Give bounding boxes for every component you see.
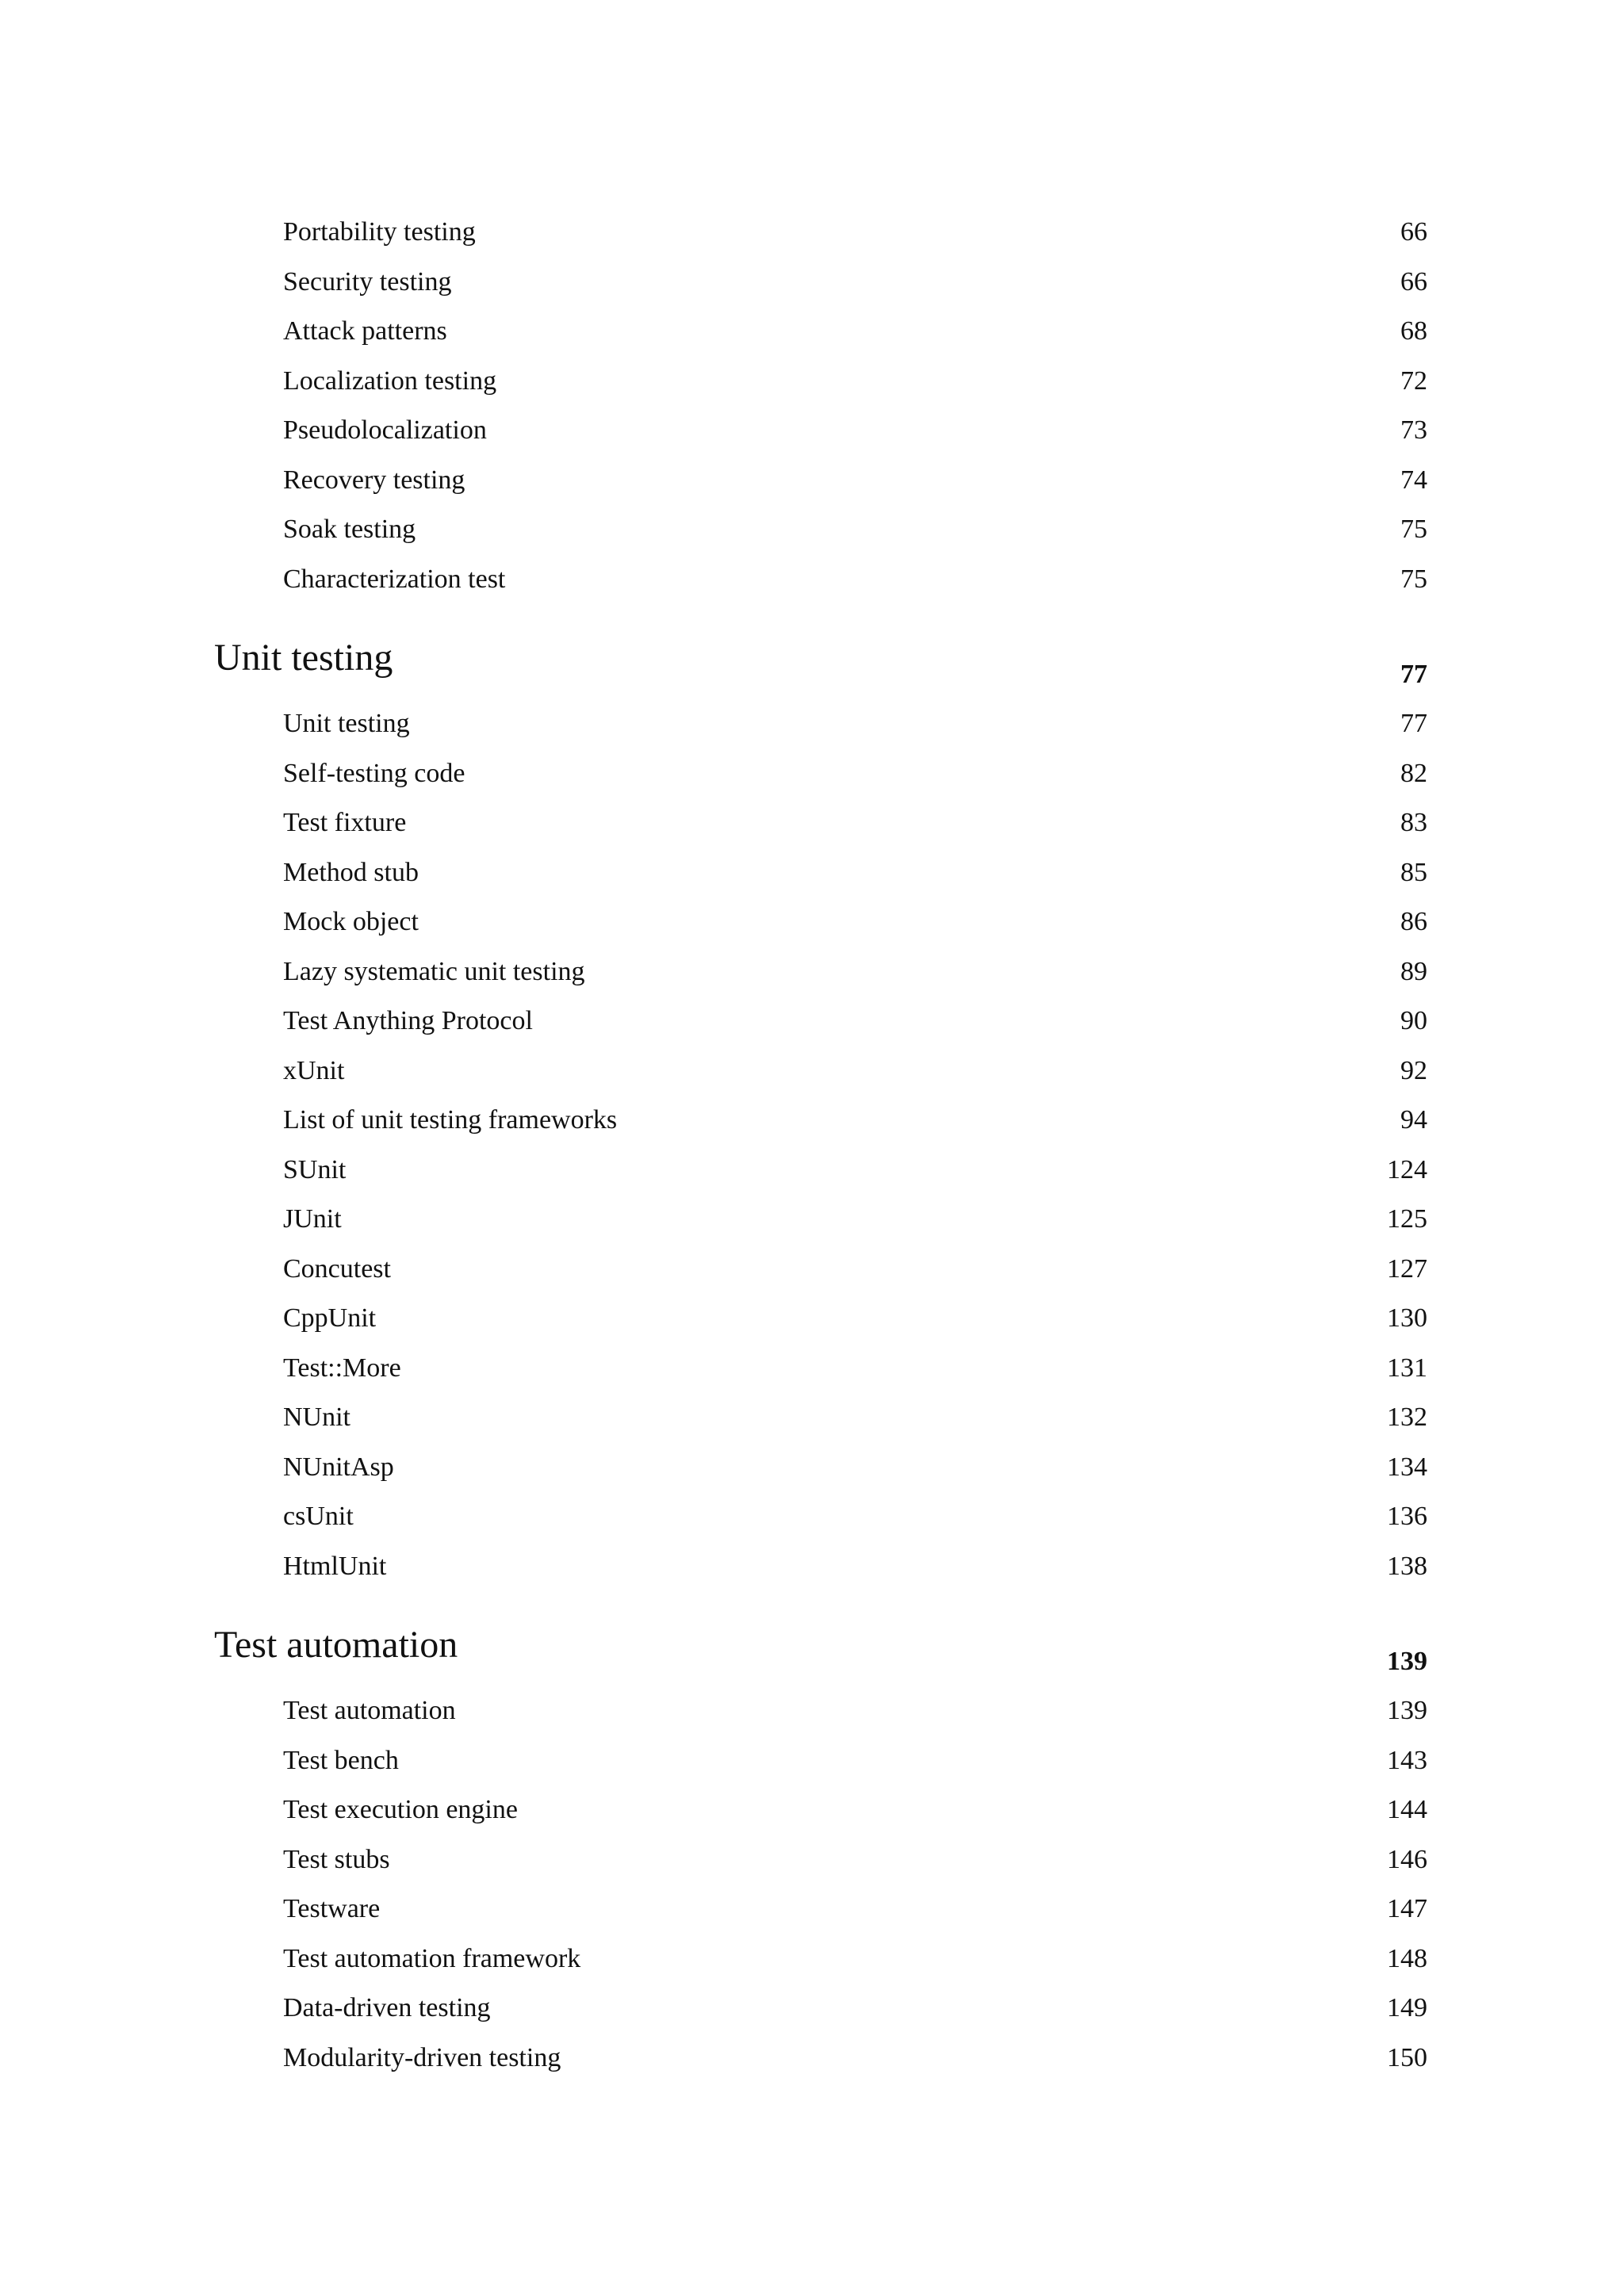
page-number: 138 bbox=[1387, 1551, 1427, 1581]
toc-entry bbox=[214, 1542, 1427, 1592]
toc-entry bbox=[214, 1245, 1427, 1295]
entry-title: Portability testing bbox=[283, 217, 476, 247]
toc-entry bbox=[214, 1146, 1427, 1196]
table-of-contents bbox=[214, 208, 1427, 2083]
page-number: 74 bbox=[1400, 465, 1427, 495]
toc-entry bbox=[214, 1443, 1427, 1493]
page-number: 149 bbox=[1387, 1993, 1427, 2022]
entry-title: Unit testing bbox=[283, 709, 410, 738]
toc-entry bbox=[214, 505, 1427, 555]
toc-entry bbox=[214, 1934, 1427, 1984]
page-number: 90 bbox=[1400, 1006, 1427, 1035]
page-number: 150 bbox=[1387, 2042, 1427, 2072]
toc-entry bbox=[214, 1393, 1427, 1443]
entry-title: JUnit bbox=[283, 1204, 342, 1234]
toc-section-heading bbox=[214, 1591, 1427, 1686]
toc-entry bbox=[214, 1885, 1427, 1934]
toc-entry bbox=[214, 307, 1427, 357]
page-number: 144 bbox=[1387, 1795, 1427, 1824]
entry-title: Concutest bbox=[283, 1253, 391, 1284]
toc-entry bbox=[214, 1195, 1427, 1245]
page-number: 146 bbox=[1387, 1844, 1427, 1874]
toc-entry bbox=[214, 208, 1427, 258]
toc-entry bbox=[214, 555, 1427, 605]
toc-entry bbox=[214, 749, 1427, 799]
page-number: 143 bbox=[1387, 1745, 1427, 1775]
entry-title: SUnit bbox=[283, 1154, 347, 1184]
entry-title: Attack patterns bbox=[283, 316, 447, 346]
page-number: 66 bbox=[1400, 266, 1427, 297]
page-number: 68 bbox=[1400, 316, 1427, 346]
toc-entry bbox=[214, 798, 1427, 848]
page-number: 130 bbox=[1387, 1303, 1427, 1333]
entry-title: Localization testing bbox=[283, 365, 497, 396]
page-number: 72 bbox=[1400, 365, 1427, 396]
toc-entry bbox=[214, 1344, 1427, 1394]
entry-title: Method stub bbox=[283, 857, 419, 887]
toc-entry bbox=[214, 456, 1427, 506]
toc-entry bbox=[214, 848, 1427, 898]
toc-entry bbox=[214, 1984, 1427, 2034]
entry-title: Test execution engine bbox=[283, 1795, 518, 1824]
page-number: 92 bbox=[1400, 1055, 1427, 1085]
page-number: 75 bbox=[1400, 564, 1427, 594]
toc-entry bbox=[214, 1736, 1427, 1786]
entry-title: Mock object bbox=[283, 907, 419, 936]
page-number: 66 bbox=[1400, 217, 1427, 247]
page-number: 131 bbox=[1387, 1353, 1427, 1383]
toc-entry bbox=[214, 2034, 1427, 2084]
page-number: 82 bbox=[1400, 758, 1427, 788]
entry-title: Test automation bbox=[283, 1696, 456, 1725]
entry-title: Test Anything Protocol bbox=[283, 1006, 533, 1035]
entry-title: NUnit bbox=[283, 1402, 350, 1432]
page-number: 148 bbox=[1387, 1943, 1427, 1973]
entry-title: List of unit testing frameworks bbox=[283, 1105, 618, 1135]
page-number: 147 bbox=[1387, 1894, 1427, 1923]
page-number: 127 bbox=[1387, 1253, 1427, 1284]
page-number: 94 bbox=[1400, 1105, 1427, 1135]
entry-title: NUnitAsp bbox=[283, 1452, 394, 1482]
entry-title: HtmlUnit bbox=[283, 1551, 387, 1581]
page-number: 139 bbox=[1387, 1696, 1427, 1725]
toc-entry bbox=[214, 897, 1427, 947]
page-number: 73 bbox=[1400, 415, 1427, 445]
entry-title: Test fixture bbox=[283, 808, 407, 837]
entry-title: Test automation framework bbox=[283, 1943, 581, 1973]
toc-entry bbox=[214, 1294, 1427, 1344]
toc-entry bbox=[214, 357, 1427, 407]
entry-title: Test::More bbox=[283, 1353, 401, 1383]
toc-entry bbox=[214, 1835, 1427, 1885]
page-number: 75 bbox=[1400, 515, 1427, 544]
entry-title: Security testing bbox=[283, 266, 452, 297]
page-number: 85 bbox=[1400, 857, 1427, 887]
page-number: 89 bbox=[1400, 956, 1427, 986]
toc-entry bbox=[214, 406, 1427, 456]
page-number: 132 bbox=[1387, 1402, 1427, 1432]
toc-entry bbox=[214, 947, 1427, 997]
toc-entry bbox=[214, 1492, 1427, 1542]
toc-entry bbox=[214, 997, 1427, 1047]
entry-title: xUnit bbox=[283, 1055, 345, 1085]
entry-title: csUnit bbox=[283, 1502, 354, 1531]
entry-title: Characterization test bbox=[283, 564, 506, 594]
entry-title: Modularity-driven testing bbox=[283, 2042, 561, 2072]
section-title: Test automation bbox=[214, 1624, 458, 1666]
page-number: 136 bbox=[1387, 1502, 1427, 1531]
entry-title: Data-driven testing bbox=[283, 1993, 491, 2022]
page-number: 77 bbox=[1400, 709, 1427, 738]
entry-title: Soak testing bbox=[283, 515, 416, 544]
entry-title: Lazy systematic unit testing bbox=[283, 956, 585, 986]
page-number: 86 bbox=[1400, 907, 1427, 936]
toc-entry bbox=[214, 1686, 1427, 1736]
toc-entry bbox=[214, 1096, 1427, 1146]
toc-entry bbox=[214, 699, 1427, 749]
toc-entry bbox=[214, 1047, 1427, 1096]
entry-title: Testware bbox=[283, 1894, 381, 1923]
page-number: 83 bbox=[1400, 808, 1427, 837]
section-title: Unit testing bbox=[214, 637, 393, 679]
page-number: 125 bbox=[1387, 1204, 1427, 1234]
entry-title: Pseudolocalization bbox=[283, 415, 487, 445]
page-number: 134 bbox=[1387, 1452, 1427, 1482]
page-number: 77 bbox=[1400, 660, 1427, 689]
page-number: 124 bbox=[1387, 1154, 1427, 1184]
entry-title: Recovery testing bbox=[283, 465, 465, 495]
toc-entry bbox=[214, 258, 1427, 308]
toc-entry bbox=[214, 1785, 1427, 1835]
toc-section-heading bbox=[214, 604, 1427, 699]
entry-title: Test bench bbox=[283, 1745, 399, 1775]
entry-title: Self-testing code bbox=[283, 758, 465, 788]
entry-title: CppUnit bbox=[283, 1303, 377, 1333]
page-number: 139 bbox=[1387, 1647, 1427, 1676]
entry-title: Test stubs bbox=[283, 1844, 390, 1874]
